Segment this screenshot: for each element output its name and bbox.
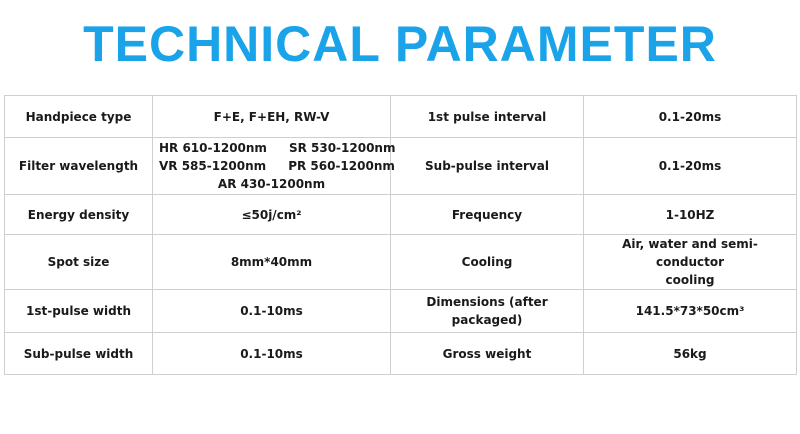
filter-ar: AR 430-1200nm: [217, 177, 326, 191]
param-value: 0.1-20ms: [584, 96, 797, 138]
param-label: Handpiece type: [5, 96, 153, 138]
param-label: Energy density: [5, 195, 153, 235]
filter-vr: VR 585-1200nm: [159, 159, 267, 173]
param-value: 0.1-20ms: [584, 138, 797, 195]
table-row: [5, 195, 797, 235]
cooling-line: Air, water and semi-conductor: [622, 237, 758, 269]
table-row: [5, 138, 797, 195]
param-label: 1st-pulse width: [5, 290, 153, 333]
param-value: 0.1-10ms: [153, 290, 391, 333]
table-row: [5, 333, 797, 375]
filter-hr: HR 610-1200nm: [159, 141, 267, 155]
cooling-value: [584, 235, 797, 290]
param-label: Sub-pulse interval: [391, 138, 584, 195]
param-value: 56kg: [584, 333, 797, 375]
param-value: 0.1-10ms: [153, 333, 391, 375]
table-row: [5, 235, 797, 290]
filter-pr: PR 560-1200nm: [288, 159, 395, 173]
param-label: Spot size: [5, 235, 153, 290]
param-label: Frequency: [391, 195, 584, 235]
param-label: Dimensions (after packaged): [391, 290, 584, 333]
param-value: 141.5*73*50cm³: [584, 290, 797, 333]
param-label: Filter wavelength: [5, 138, 153, 195]
param-label: Gross weight: [391, 333, 584, 375]
param-value: 8mm*40mm: [153, 235, 391, 290]
cooling-line: cooling: [665, 273, 715, 287]
table-row: [5, 96, 797, 138]
table-row: [5, 290, 797, 333]
page-title: TECHNICAL PARAMETER: [83, 16, 717, 72]
param-value: 1-10HZ: [584, 195, 797, 235]
parameter-table: [4, 95, 797, 375]
param-value: F+E, F+EH, RW-V: [153, 96, 391, 138]
param-label: 1st pulse interval: [391, 96, 584, 138]
param-label: Sub-pulse width: [5, 333, 153, 375]
filter-sr: SR 530-1200nm: [288, 141, 396, 155]
param-label: Cooling: [391, 235, 584, 290]
filter-wavelength-values: [153, 138, 396, 195]
param-value: ≤50j/cm²: [153, 195, 391, 235]
